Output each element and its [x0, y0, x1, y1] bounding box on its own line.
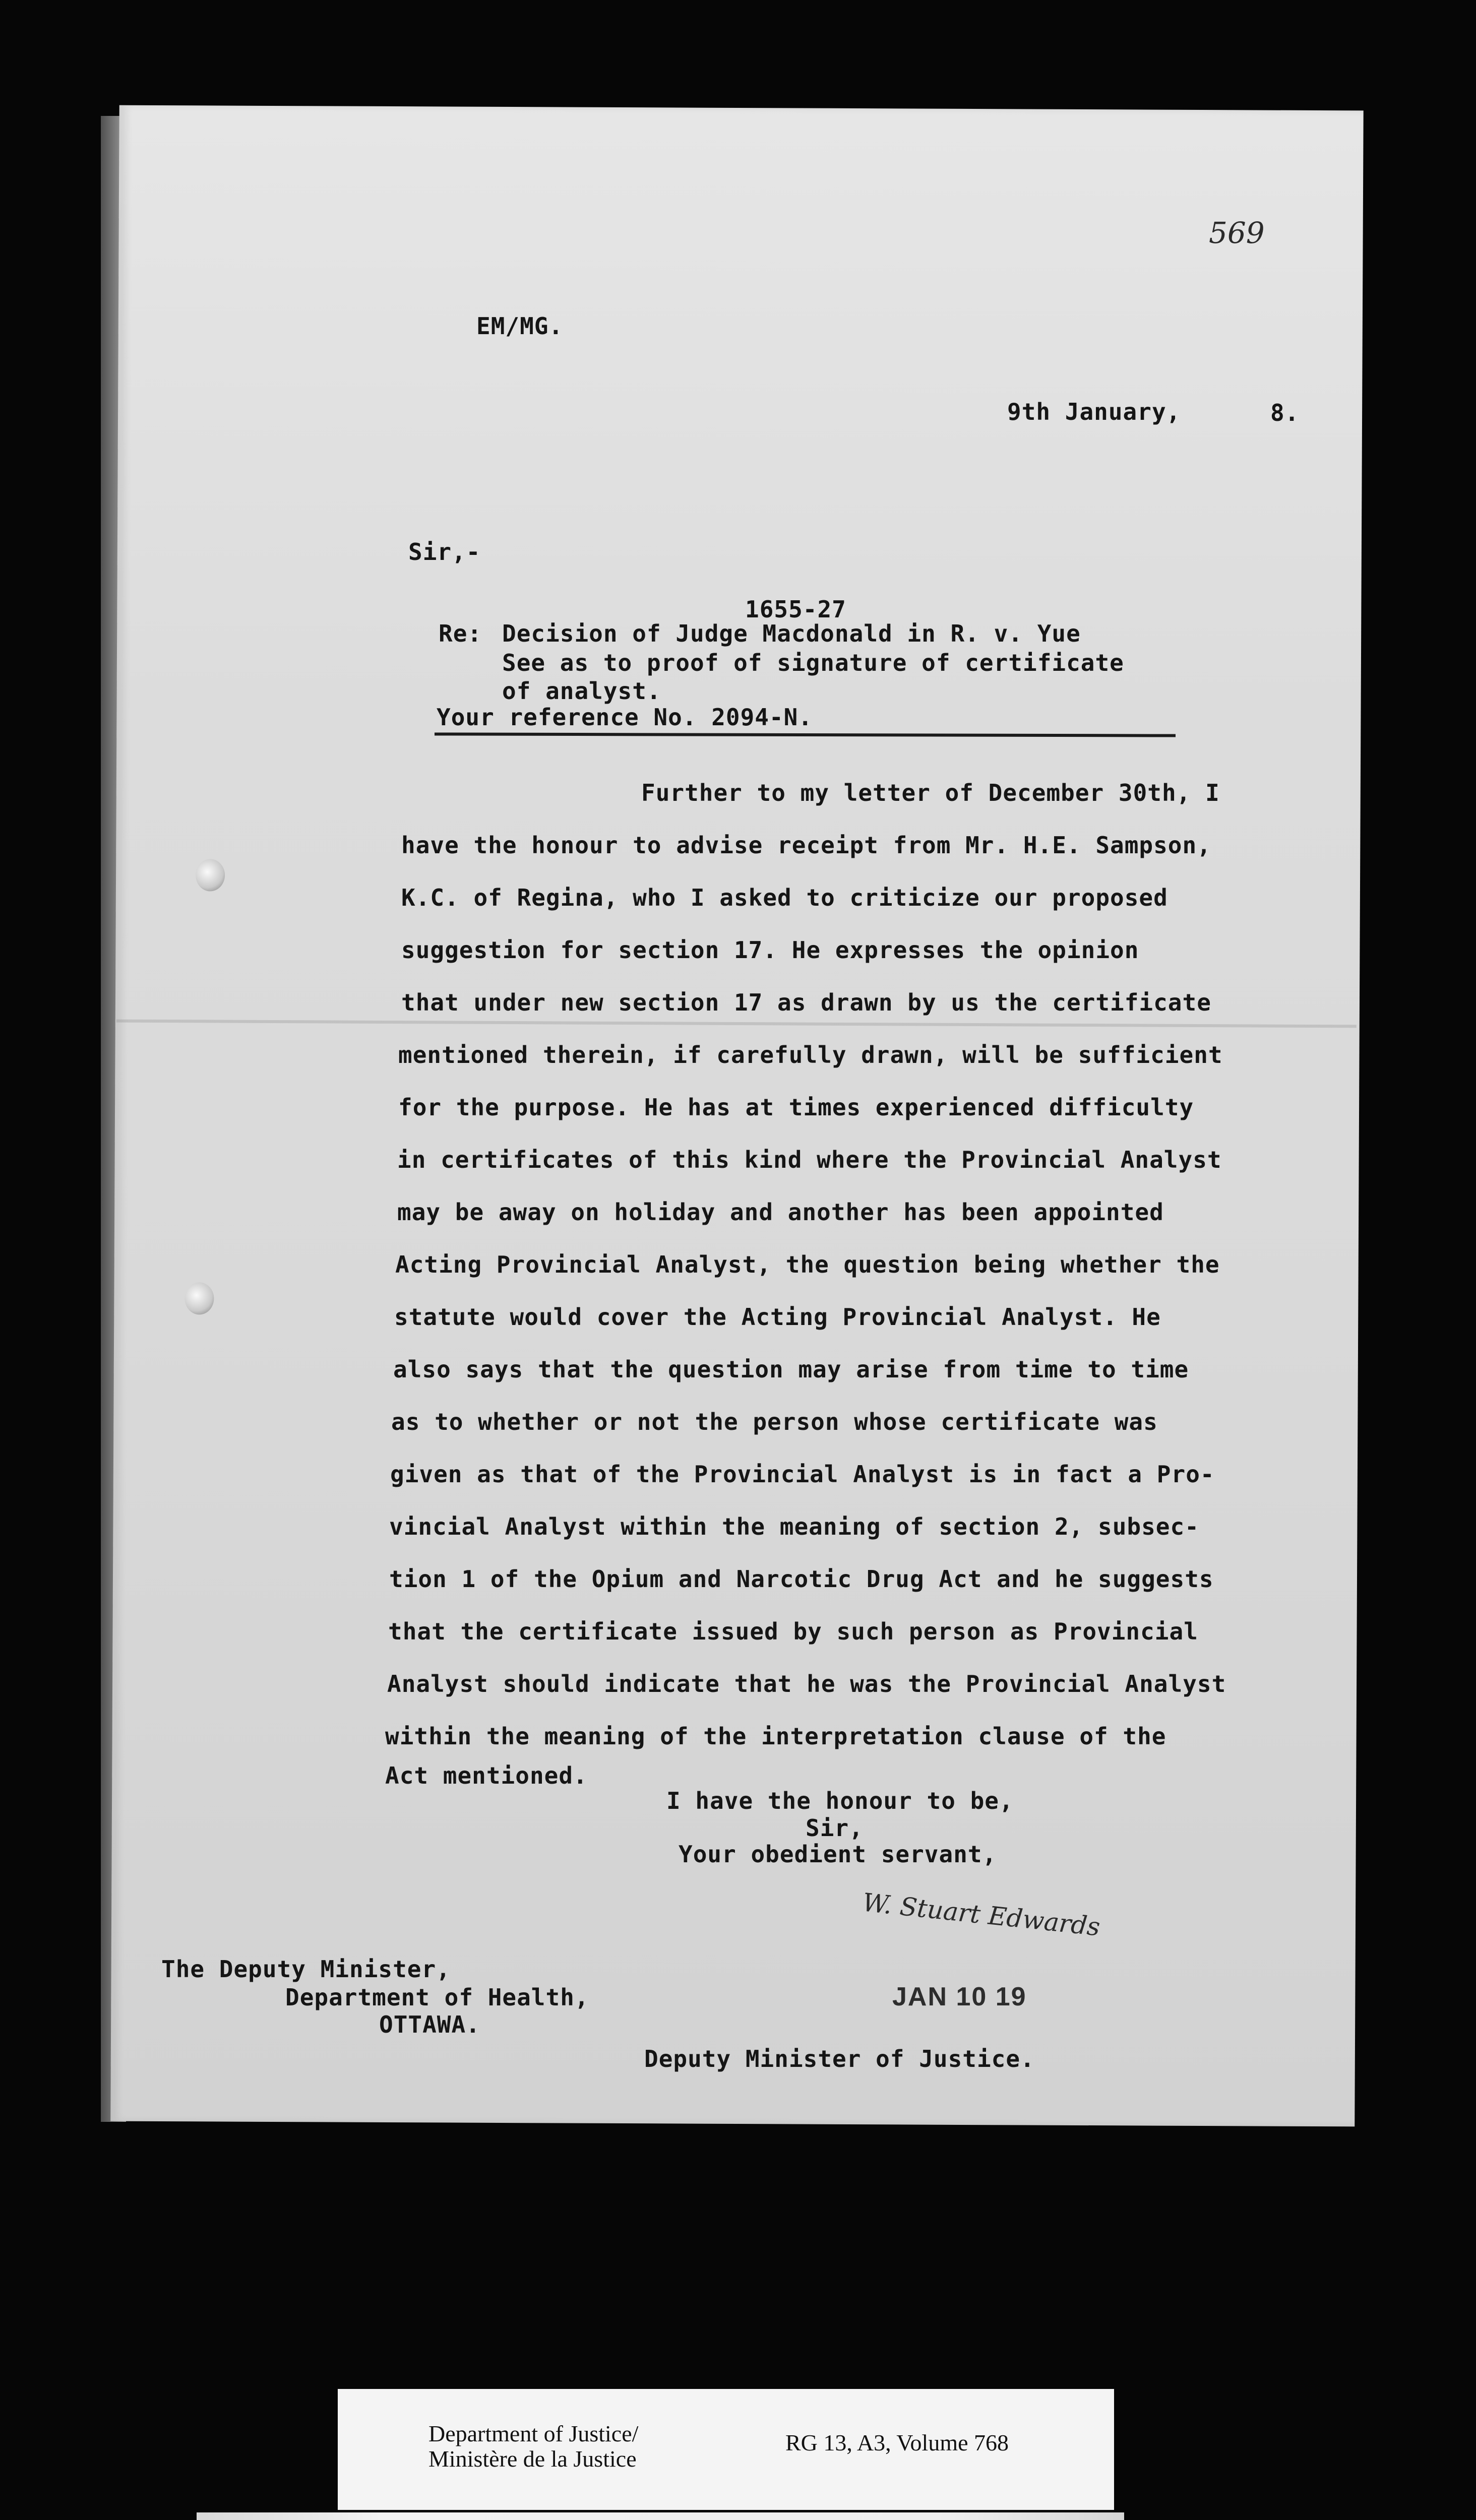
initials: EM/MG. — [476, 312, 564, 340]
letter-date: 9th January, — [1007, 398, 1181, 425]
body-line: tion 1 of the Opium and Narcotic Drug Act and he suggests — [389, 1565, 1214, 1593]
body-line: Further to my letter of December 30th, I — [641, 779, 1220, 806]
closing-line: I have the honour to be, — [666, 1787, 1014, 1814]
file-number: 1655-27 — [745, 596, 846, 623]
body-line: in certificates of this kind where the Provincial Analyst — [397, 1146, 1222, 1173]
body-line: as to whether or not the person whose certificate was — [391, 1408, 1158, 1435]
addressee-line: Department of Health, — [285, 1984, 589, 2011]
salutation: Sir,- — [408, 538, 481, 565]
re-label: Re: — [439, 620, 482, 647]
reference-line: Your reference No. 2094-N. — [437, 704, 813, 731]
body-line: Analyst should indicate that he was the Provincial Analyst — [387, 1670, 1226, 1697]
archive-reference-label — [338, 2389, 1114, 2510]
addressee-line: The Deputy Minister, — [161, 1956, 451, 1983]
body-line: K.C. of Regina, who I asked to criticize our proposed — [401, 884, 1168, 911]
body-line: may be away on holiday and another has been appointed — [397, 1199, 1164, 1226]
subject-line-3: of analyst. — [502, 677, 661, 705]
closing-line: Your obedient servant, — [679, 1841, 997, 1868]
date-stamp: JAN 10 19 — [892, 1982, 1027, 2011]
paper-fold — [116, 1020, 1357, 1028]
punch-hole-top — [196, 859, 225, 891]
archives-stamp-label — [197, 2512, 1124, 2520]
record-group-reference: RG 13, A3, Volume 768 — [785, 2430, 1009, 2455]
body-line: given as that of the Provincial Analyst is in fact a Pro- — [390, 1461, 1215, 1488]
body-line: for the purpose. He has at times experienced difficulty — [398, 1094, 1194, 1121]
body-line: have the honour to advise receipt from Mr. H.E. Sampson, — [401, 832, 1211, 859]
punch-hole-bottom — [184, 1282, 214, 1314]
closing-line: Sir, — [806, 1814, 864, 1842]
body-line: suggestion for section 17. He expresses the opinion — [401, 936, 1139, 964]
body-line: mentioned therein, if carefully drawn, will be sufficient — [398, 1041, 1223, 1068]
body-line: Acting Provincial Analyst, the question being whether the — [395, 1251, 1220, 1278]
subject-line-2: See as to proof of signature of certificate — [502, 649, 1124, 676]
body-line: statute would cover the Acting Provincial Analyst. He — [394, 1303, 1161, 1331]
subject-line-1: Decision of Judge Macdonald in R. v. Yue — [502, 620, 1081, 647]
signer-title: Deputy Minister of Justice. — [644, 2045, 1035, 2072]
letter-date-year: 8. — [1270, 399, 1300, 426]
addressee-line: OTTAWA. — [379, 2011, 480, 2038]
body-line: vincial Analyst within the meaning of section 2, subsec- — [389, 1513, 1199, 1540]
signature: W. Stuart Edwards — [861, 1887, 1102, 1942]
body-line: that under new section 17 as drawn by us the certificate — [401, 989, 1211, 1016]
department-line: Ministère de la Justice — [428, 2446, 637, 2472]
department-line: Department of Justice/ — [428, 2421, 639, 2446]
body-line: also says that the question may arise from time to time — [393, 1356, 1189, 1383]
body-line: that the certificate issued by such person as Provincial — [388, 1618, 1198, 1645]
body-line: Act mentioned. — [385, 1762, 588, 1789]
page-number: 569 — [1209, 216, 1265, 250]
body-line: within the meaning of the interpretation clause of the — [385, 1723, 1166, 1750]
